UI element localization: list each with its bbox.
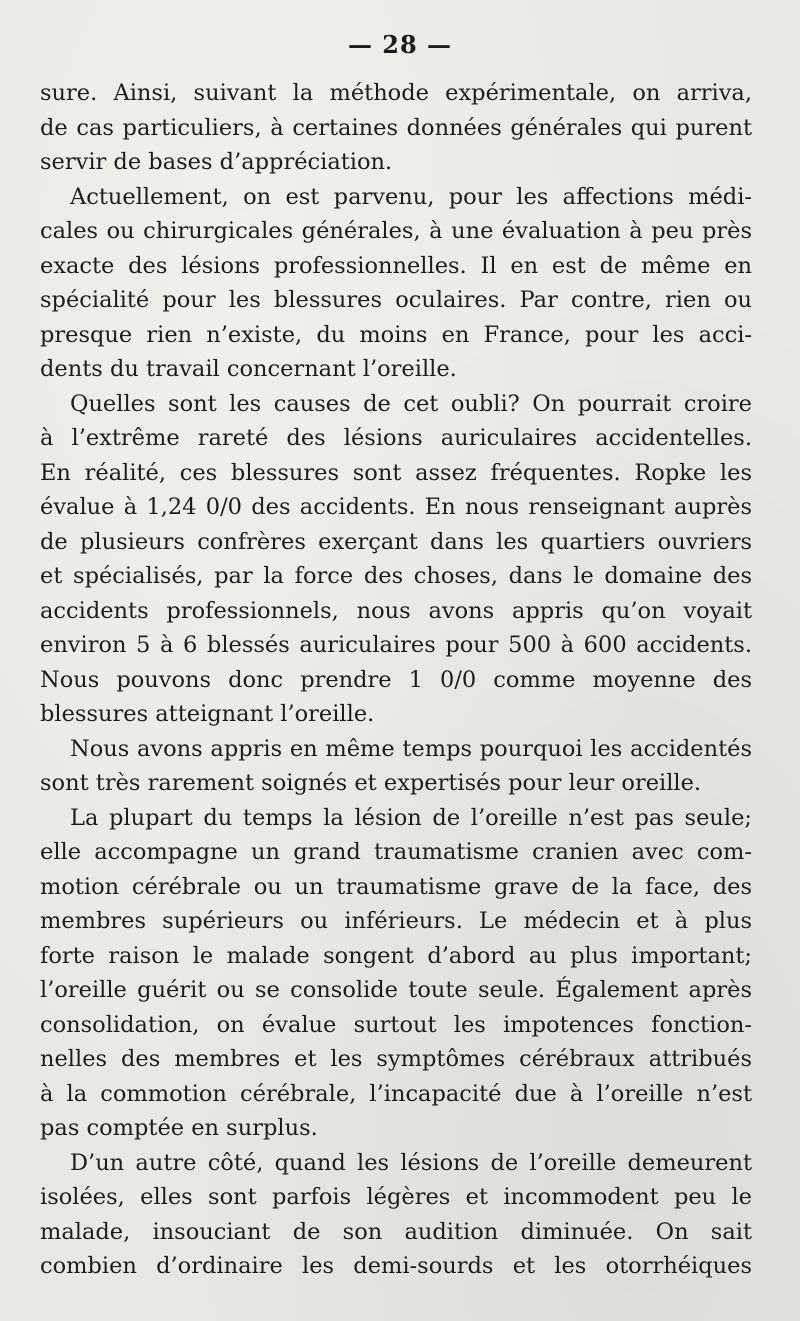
text-line: environ 5 à 6 blessés auriculaires pour 500 à 600 accidents. bbox=[40, 632, 752, 658]
text-line: nelles des membres et les symptômes cérébraux attribués bbox=[40, 1046, 752, 1072]
text-line: l’oreille guérit ou se consolide toute seule. Également après bbox=[40, 977, 752, 1003]
text-line: combien d’ordinaire les demi-sourds et les otorrhéiques bbox=[40, 1253, 752, 1279]
text-line: blessures atteignant l’oreille. bbox=[40, 701, 375, 727]
text-line: En réalité, ces blessures sont assez fréquentes. Ropke les bbox=[40, 459, 752, 486]
text-line: Actuellement, on est parvenu, pour les affections médi- bbox=[70, 183, 752, 210]
text-line: sure. Ainsi, suivant la méthode expérimentale, on arriva, bbox=[40, 80, 752, 106]
text-line: à la commotion cérébrale, l’incapacité due à l’oreille n’est bbox=[40, 1080, 752, 1107]
text-line: elle accompagne un grand traumatisme cranien avec com- bbox=[40, 839, 752, 865]
text-line: Quelles sont les causes de cet oubli? On pourrait croire bbox=[70, 390, 752, 417]
text-line: accidents professionnels, nous avons appris qu’on voyait bbox=[40, 597, 752, 624]
text-line: forte raison le malade songent d’abord au plus important; bbox=[40, 942, 752, 969]
text-line: membres supérieurs ou inférieurs. Le médecin et à plus bbox=[40, 908, 752, 934]
body-text bbox=[40, 76, 752, 1284]
text-line: et spécialisés, par la force des choses, dans le domaine des bbox=[40, 563, 752, 589]
text-line: de cas particuliers, à certaines données générales qui purent bbox=[40, 114, 752, 141]
text-line: sont très rarement soignés et expertisés pour leur oreille. bbox=[40, 770, 702, 796]
text-line: La plupart du temps la lésion de l’oreille n’est pas seule; bbox=[70, 804, 752, 831]
text-line: cales ou chirurgicales générales, à une évaluation à peu près bbox=[40, 218, 752, 244]
text-line: consolidation, on évalue surtout les impotences fonction- bbox=[40, 1011, 752, 1038]
text-line: isolées, elles sont parfois légères et incommodent peu le bbox=[40, 1184, 752, 1210]
text-line: servir de bases d’appréciation. bbox=[40, 149, 393, 175]
text-line: dents du travail concernant l’oreille. bbox=[40, 356, 457, 382]
text-line: D’un autre côté, quand les lésions de l’oreille demeurent bbox=[70, 1149, 752, 1176]
text-line: de plusieurs confrères exerçant dans les quartiers ouvriers bbox=[40, 528, 752, 555]
text-line: pas comptée en surplus. bbox=[40, 1115, 318, 1141]
text-line: spécialité pour les blessures oculaires. Par contre, rien ou bbox=[40, 287, 752, 313]
text-line: exacte des lésions professionnelles. Il en est de même en bbox=[40, 252, 752, 279]
text-line: Nous pouvons donc prendre 1 0/0 comme moyenne des bbox=[40, 666, 752, 693]
text-line: à l’extrême rareté des lésions auriculaires accidentelles. bbox=[40, 425, 752, 451]
text-line: malade, insouciant de son audition diminuée. On sait bbox=[40, 1218, 752, 1245]
text-line: Nous avons appris en même temps pourquoi les accidentés bbox=[70, 735, 752, 762]
text-line: évalue à 1,24 0/0 des accidents. En nous renseignant auprès bbox=[40, 494, 752, 520]
page-number: — 28 — bbox=[347, 30, 453, 59]
text-line: motion cérébrale ou un traumatisme grave de la face, des bbox=[40, 873, 752, 900]
text-line: presque rien n’existe, du moins en France, pour les acci- bbox=[40, 321, 752, 348]
